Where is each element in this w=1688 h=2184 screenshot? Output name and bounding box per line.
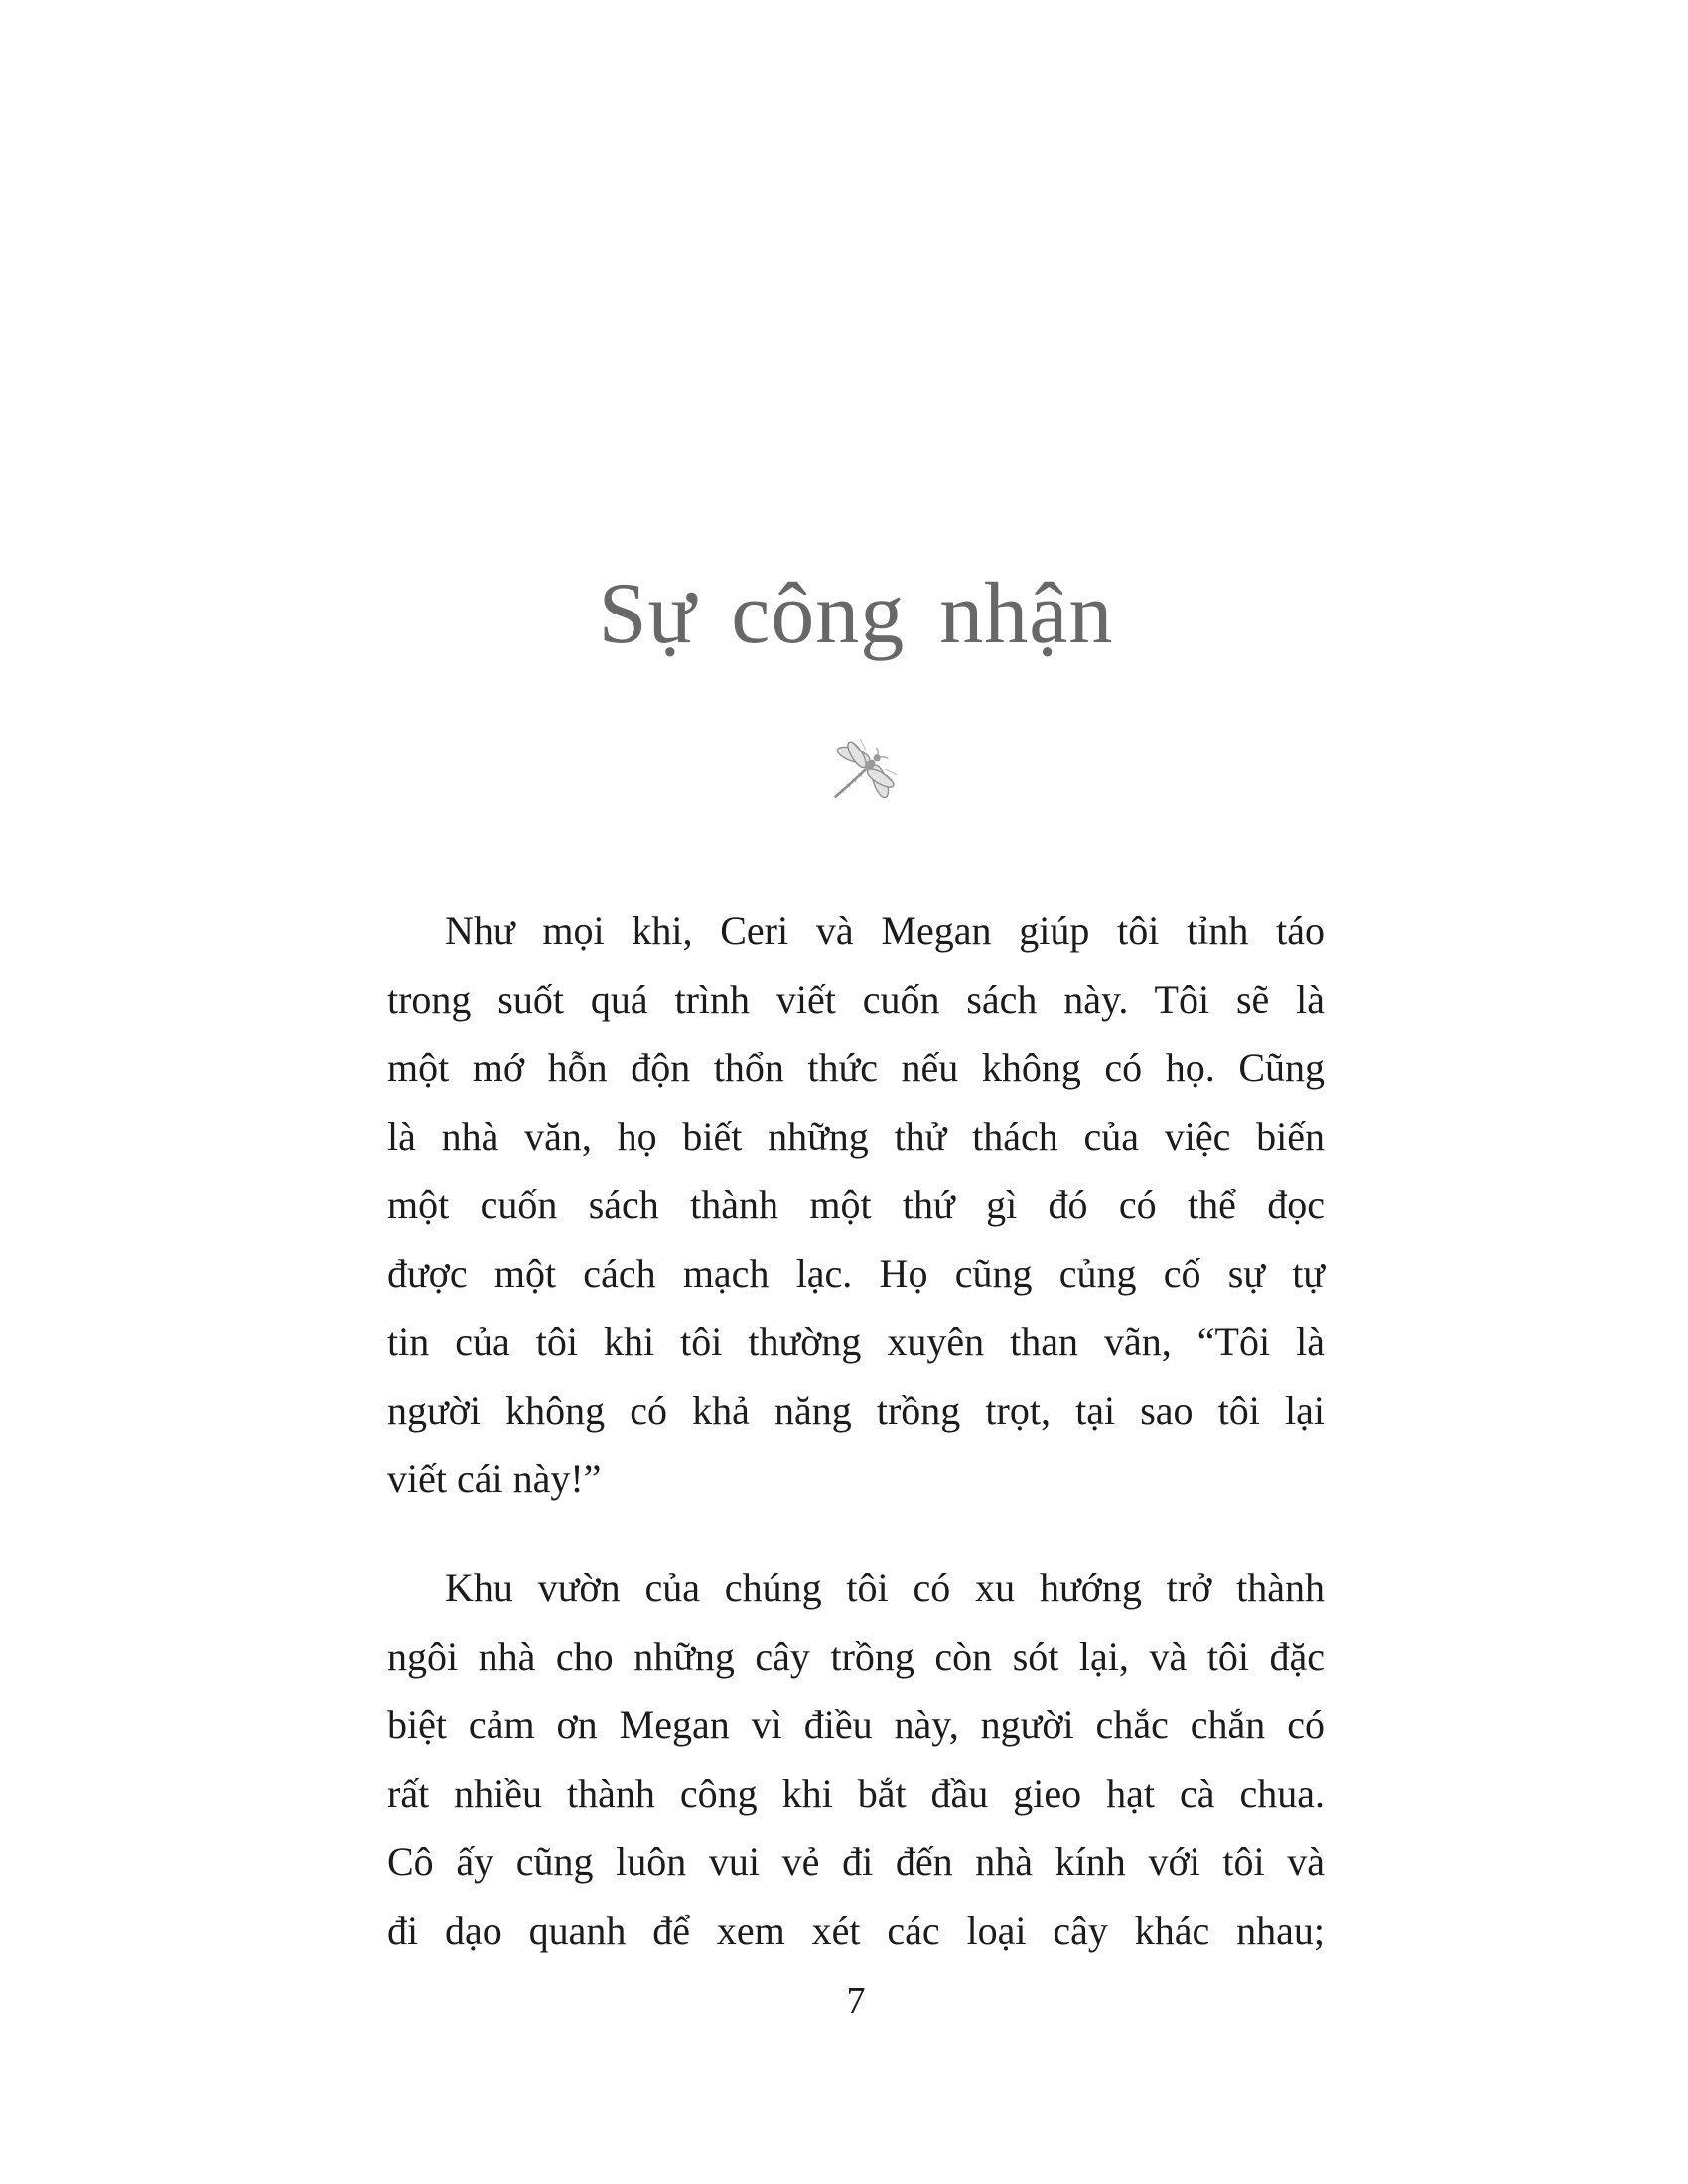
text-line: rất nhiều thành công khi bắt đầu gieo hạt cà chua.: [387, 1771, 1325, 1816]
text-column: [387, 0, 1325, 2184]
text-line: biệt cảm ơn Megan vì điều này, người chắc chắn có: [387, 1703, 1325, 1747]
text-line: một cuốn sách thành một thứ gì đó có thể đọc: [387, 1182, 1325, 1227]
text-line: trong suốt quá trình viết cuốn sách này. Tôi sẽ là: [387, 977, 1325, 1022]
text-line: một mớ hỗn độn thổn thức nếu không có họ. Cũng: [387, 1045, 1325, 1090]
text-line: tin của tôi khi tôi thường xuyên than vãn, “Tôi là: [387, 1319, 1325, 1364]
chapter-title: Sự công nhận: [598, 566, 1114, 662]
page-number: 7: [846, 1980, 866, 2022]
text-line: Như mọi khi, Ceri và Megan giúp tôi tỉnh táo: [445, 908, 1325, 953]
dragonfly-icon: [814, 738, 898, 821]
text-line: Khu vườn của chúng tôi có xu hướng trở thành: [445, 1566, 1325, 1610]
text-line: ngôi nhà cho những cây trồng còn sót lại, và tôi đặc: [387, 1634, 1325, 1679]
paragraph: [387, 1554, 1325, 1965]
body-text: [387, 896, 1325, 1965]
text-line: được một cách mạch lạc. Họ cũng củng cố sự tự: [387, 1251, 1325, 1296]
text-line: là nhà văn, họ biết những thử thách của việc biến: [387, 1114, 1325, 1159]
paragraph: [387, 896, 1325, 1513]
text-line: người không có khả năng trồng trọt, tại sao tôi lại: [387, 1388, 1325, 1433]
text-line: đi dạo quanh để xem xét các loại cây khác nhau;: [387, 1908, 1325, 1953]
text-line: viết cái này!”: [387, 1456, 602, 1501]
text-line: Cô ấy cũng luôn vui vẻ đi đến nhà kính với tôi và: [387, 1840, 1325, 1884]
chapter-ornament: [387, 738, 1325, 821]
